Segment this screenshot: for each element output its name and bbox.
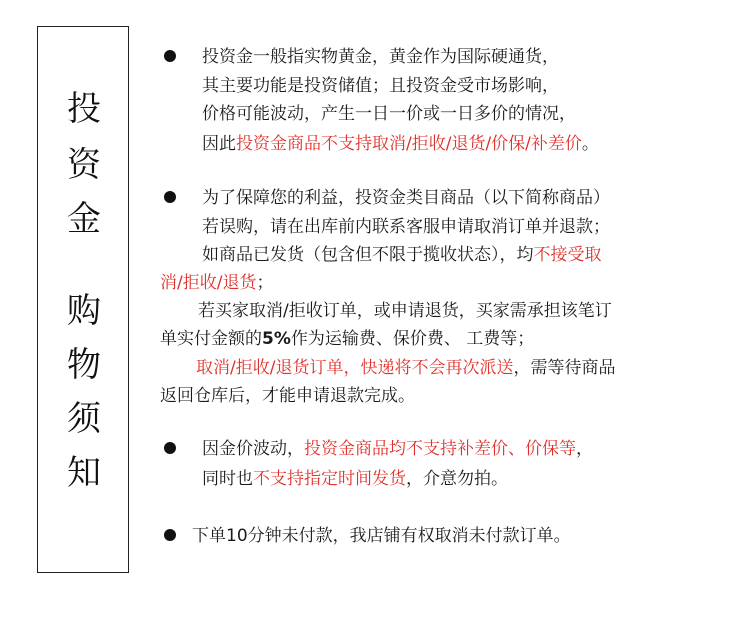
notice-text: 返回仓库后，才能申请退款完成。 xyxy=(160,386,415,406)
notice-line xyxy=(202,438,593,460)
notice-text: 单实付金额的 xyxy=(160,329,262,349)
bullet-icon xyxy=(164,442,176,454)
notice-line xyxy=(202,46,559,68)
title-char: 知 xyxy=(67,453,101,493)
notice-text: 其主要功能是投资储值；且投资金受市场影响， xyxy=(202,76,559,96)
notice-line xyxy=(160,385,415,407)
notice-line xyxy=(202,468,508,490)
notice-text: 同时也 xyxy=(202,469,253,489)
notice-text: ，需等待商品 xyxy=(513,358,616,378)
title-char: 资 xyxy=(67,145,101,185)
title-char: 购 xyxy=(67,291,101,331)
notice-line xyxy=(202,244,602,266)
bullet-icon xyxy=(164,50,176,62)
notice-text: 如商品已发货（包含但不限于揽收状态），均 xyxy=(202,245,534,265)
notice-text: 为了保障您的利益，投资金类目商品（以下简称商品） xyxy=(202,188,610,208)
bullet-icon xyxy=(164,191,176,203)
notice-text: 5% xyxy=(262,329,291,349)
notice-text: ； xyxy=(256,273,274,293)
highlight-text: 投资金商品不支持取消/拒收/退货/价保/补差价 xyxy=(236,134,582,154)
title-char: 投 xyxy=(67,89,101,129)
notice-text: ，介意勿拍。 xyxy=(406,469,508,489)
notice-text: 作为运输费、保价费、 工费等； xyxy=(290,329,535,349)
title-char: 金 xyxy=(67,199,101,239)
highlight-text: 取消/拒收/退货订单，快递将不会再次派送 xyxy=(196,358,514,378)
notice-text: 因金价波动， xyxy=(202,439,304,459)
notice-line xyxy=(192,525,571,547)
notice-line xyxy=(202,133,599,155)
notice-line xyxy=(160,272,273,294)
notice-text: 下单10分钟未付款，我店铺有权取消未付款订单。 xyxy=(192,526,571,546)
notice-text: 投资金一般指实物黄金，黄金作为国际硬通货， xyxy=(202,47,559,67)
notice-line xyxy=(202,187,610,209)
notice-line xyxy=(202,103,576,125)
highlight-text: 不支持指定时间发货 xyxy=(253,469,406,489)
notice-line xyxy=(202,216,610,238)
notice-content xyxy=(160,0,740,621)
title-char: 物 xyxy=(67,345,101,385)
notice-line xyxy=(202,75,559,97)
bullet-icon xyxy=(164,529,176,541)
notice-text: 若误购，请在出库前内联系客服申请取消订单并退款； xyxy=(202,217,610,237)
title-box xyxy=(37,26,129,573)
notice-line xyxy=(198,300,612,322)
highlight-text: 投资金商品均不支持补差价、价保等 xyxy=(304,439,576,459)
highlight-text: 不接受取 xyxy=(533,245,602,265)
notice-text: ， xyxy=(576,439,593,459)
notice-line xyxy=(160,328,534,350)
notice-text: 价格可能波动，产生一日一价或一日多价的情况， xyxy=(202,104,576,124)
notice-line xyxy=(196,357,615,379)
title-char: 须 xyxy=(67,399,101,439)
notice-text: 。 xyxy=(581,134,599,154)
notice-text: 若买家取消/拒收订单，或申请退货，买家需承担该笔订 xyxy=(198,301,612,321)
highlight-text: 消/拒收/退货 xyxy=(160,273,257,293)
notice-text: 因此 xyxy=(202,134,236,154)
